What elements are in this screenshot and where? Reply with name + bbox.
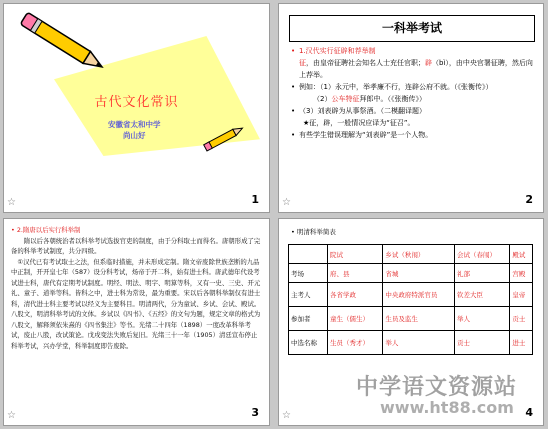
pencil-icon	[10, 10, 120, 80]
header-cell: 乡试（秋闱）	[383, 245, 455, 264]
star-icon: ☆	[7, 197, 16, 208]
star-icon: ☆	[7, 410, 16, 421]
table-header-row	[289, 245, 533, 264]
watermark-title: 中学语文资源站	[356, 375, 518, 400]
slide-title: 古代文化常识	[94, 95, 179, 110]
header-cell: 会试（春闱）	[455, 245, 510, 264]
bullet-item: • 例如：（1）永元中，举孝廉不行，连辟公府不就。（《张衡传》）	[291, 81, 537, 93]
exam-table	[288, 244, 533, 355]
star-icon: ☆	[282, 197, 291, 208]
table-row: 考场 府、县 省城 礼部 宫殿	[289, 264, 533, 283]
slide-body	[291, 45, 537, 141]
slide-number: 2	[525, 193, 533, 206]
note-line: ★征，辟，一般情况应译为“征召”。	[303, 119, 415, 127]
school-name: 安徽省太和中学	[108, 120, 161, 129]
pencil-small-icon	[200, 123, 250, 153]
table-row: 主考人 各省学政 中央政府特派官员 钦差大臣 皇帝	[289, 283, 533, 307]
table-heading: • 明清科举简表	[291, 228, 336, 236]
table-row: 参加者 童生（儒生） 生员及监生 举人 贡士	[289, 307, 533, 331]
slide-body	[11, 225, 263, 351]
table-row: 中选名称 生员（秀才） 举人 贡士 进士	[289, 331, 533, 355]
header-cell: 院试	[327, 245, 382, 264]
star-icon: ☆	[282, 410, 291, 421]
section-heading: • 2.隋唐以后实行科举制	[11, 226, 81, 234]
slide-title: 一科举考试	[289, 15, 535, 42]
header-cell: 殿试	[510, 245, 533, 264]
bullet-item: • 有些学生错误理解为“刘表辟”是一个人物。	[291, 129, 537, 141]
slide-thumbnail-3[interactable]	[3, 218, 270, 426]
slide-number: 1	[251, 193, 259, 206]
slide-thumbnail-1[interactable]	[3, 3, 270, 213]
bullet-item: • 1.汉代实行征辟和荐举制 征，由皇帝征聘社会知名人士充任官职；辟（bì），由中央官署征聘，然后向上荐举。	[291, 45, 537, 81]
paragraph: ①汉代已有考试取士之法，但系临时措施，并未形成定制。隋文帝废除世族垄断的九品中正制，开开皇七年（587）设分科考试，炀帝于开二科，始有进士科。唐武德年代设考试进士科，唐代有定期考试制度。明经、明法、明字、明算等科，又有一史、三史、开元礼、童子、道举等科。皆科之中，进士科为常设，最为重要。宋以后各朝科举制仅有进士科，清代进士科主要考试以经义为主要科目。明清两代，分为童试、乡试、会试、殿试。八股文，明清科举考试的文体。乡试以《四书》、《五经》的文句为题，规定文章的格式为八股文，解释须依朱熹的《四书集注》等书。光绪二十四年（1898）一度改革科举考试，废止八股，改试策论。戊戌变法失败后复旧。光绪三十一年（1905）清廷宣布停止科举考试，兴办学堂，科举制度即告废除。	[11, 257, 261, 350]
slide-number: 4	[525, 406, 533, 419]
example-line: （2）公车特征拜郎中。（《张衡传》）	[313, 95, 426, 103]
slide-number: 3	[251, 406, 259, 419]
author-name: 尚山好	[123, 131, 146, 140]
slide-thumbnail-2[interactable]	[278, 3, 544, 213]
watermark-url: www.ht88.com	[380, 398, 514, 417]
paragraph: 隋以后各朝统治者以科举考试选拔官吏的制度，由于分科取士而得名。唐朝形成了完备的科举考试制度，共分四级。	[11, 236, 261, 255]
bullet-item: • （3）刘表辟为从事祭酒。（二模翻译题）	[291, 105, 537, 117]
